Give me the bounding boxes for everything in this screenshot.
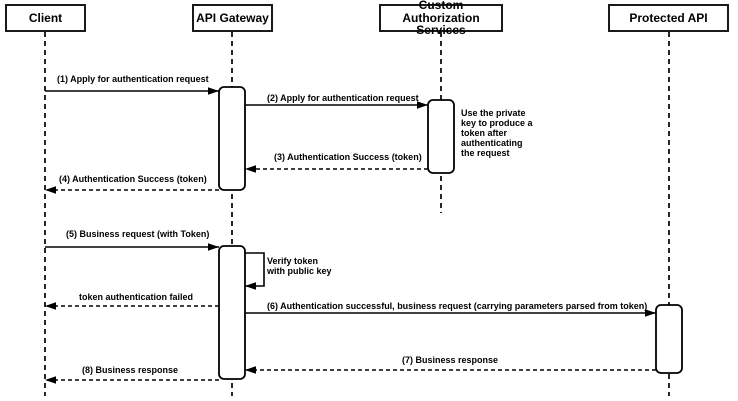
participant-api-gateway: API Gateway — [192, 4, 273, 32]
participant-custom-authorization-services: Custom Authorization Services — [379, 4, 503, 32]
note-private-key-token: Use the private key to produce a token after authenticating the request — [461, 108, 533, 158]
message-label-2: (2) Apply for authentication request — [267, 93, 419, 103]
message-label-4: (4) Authentication Success (token) — [59, 174, 207, 184]
activation-api-gateway-business — [219, 246, 245, 379]
message-label-1: (1) Apply for authentication request — [57, 74, 209, 84]
message-label-token-failed: token authentication failed — [79, 292, 194, 302]
message-label-verify-token: Verify token with public key — [267, 256, 332, 276]
arrow-self-loop-verify-token — [245, 253, 264, 286]
activation-api-gateway-auth — [219, 87, 245, 190]
message-label-8: (8) Business response — [82, 365, 179, 375]
participant-protected-api: Protected API — [608, 4, 729, 32]
message-label-5: (5) Business request (with Token) — [66, 229, 210, 239]
message-label-7: (7) Business response — [402, 355, 499, 365]
message-label-6: (6) Authentication successful, business request (carrying parameters parsed from token) — [267, 301, 648, 311]
activation-protected-api — [656, 305, 682, 373]
message-label-3: (3) Authentication Success (token) — [274, 152, 422, 162]
participant-client: Client — [5, 4, 86, 32]
activation-custom-authorization-services — [428, 100, 454, 173]
